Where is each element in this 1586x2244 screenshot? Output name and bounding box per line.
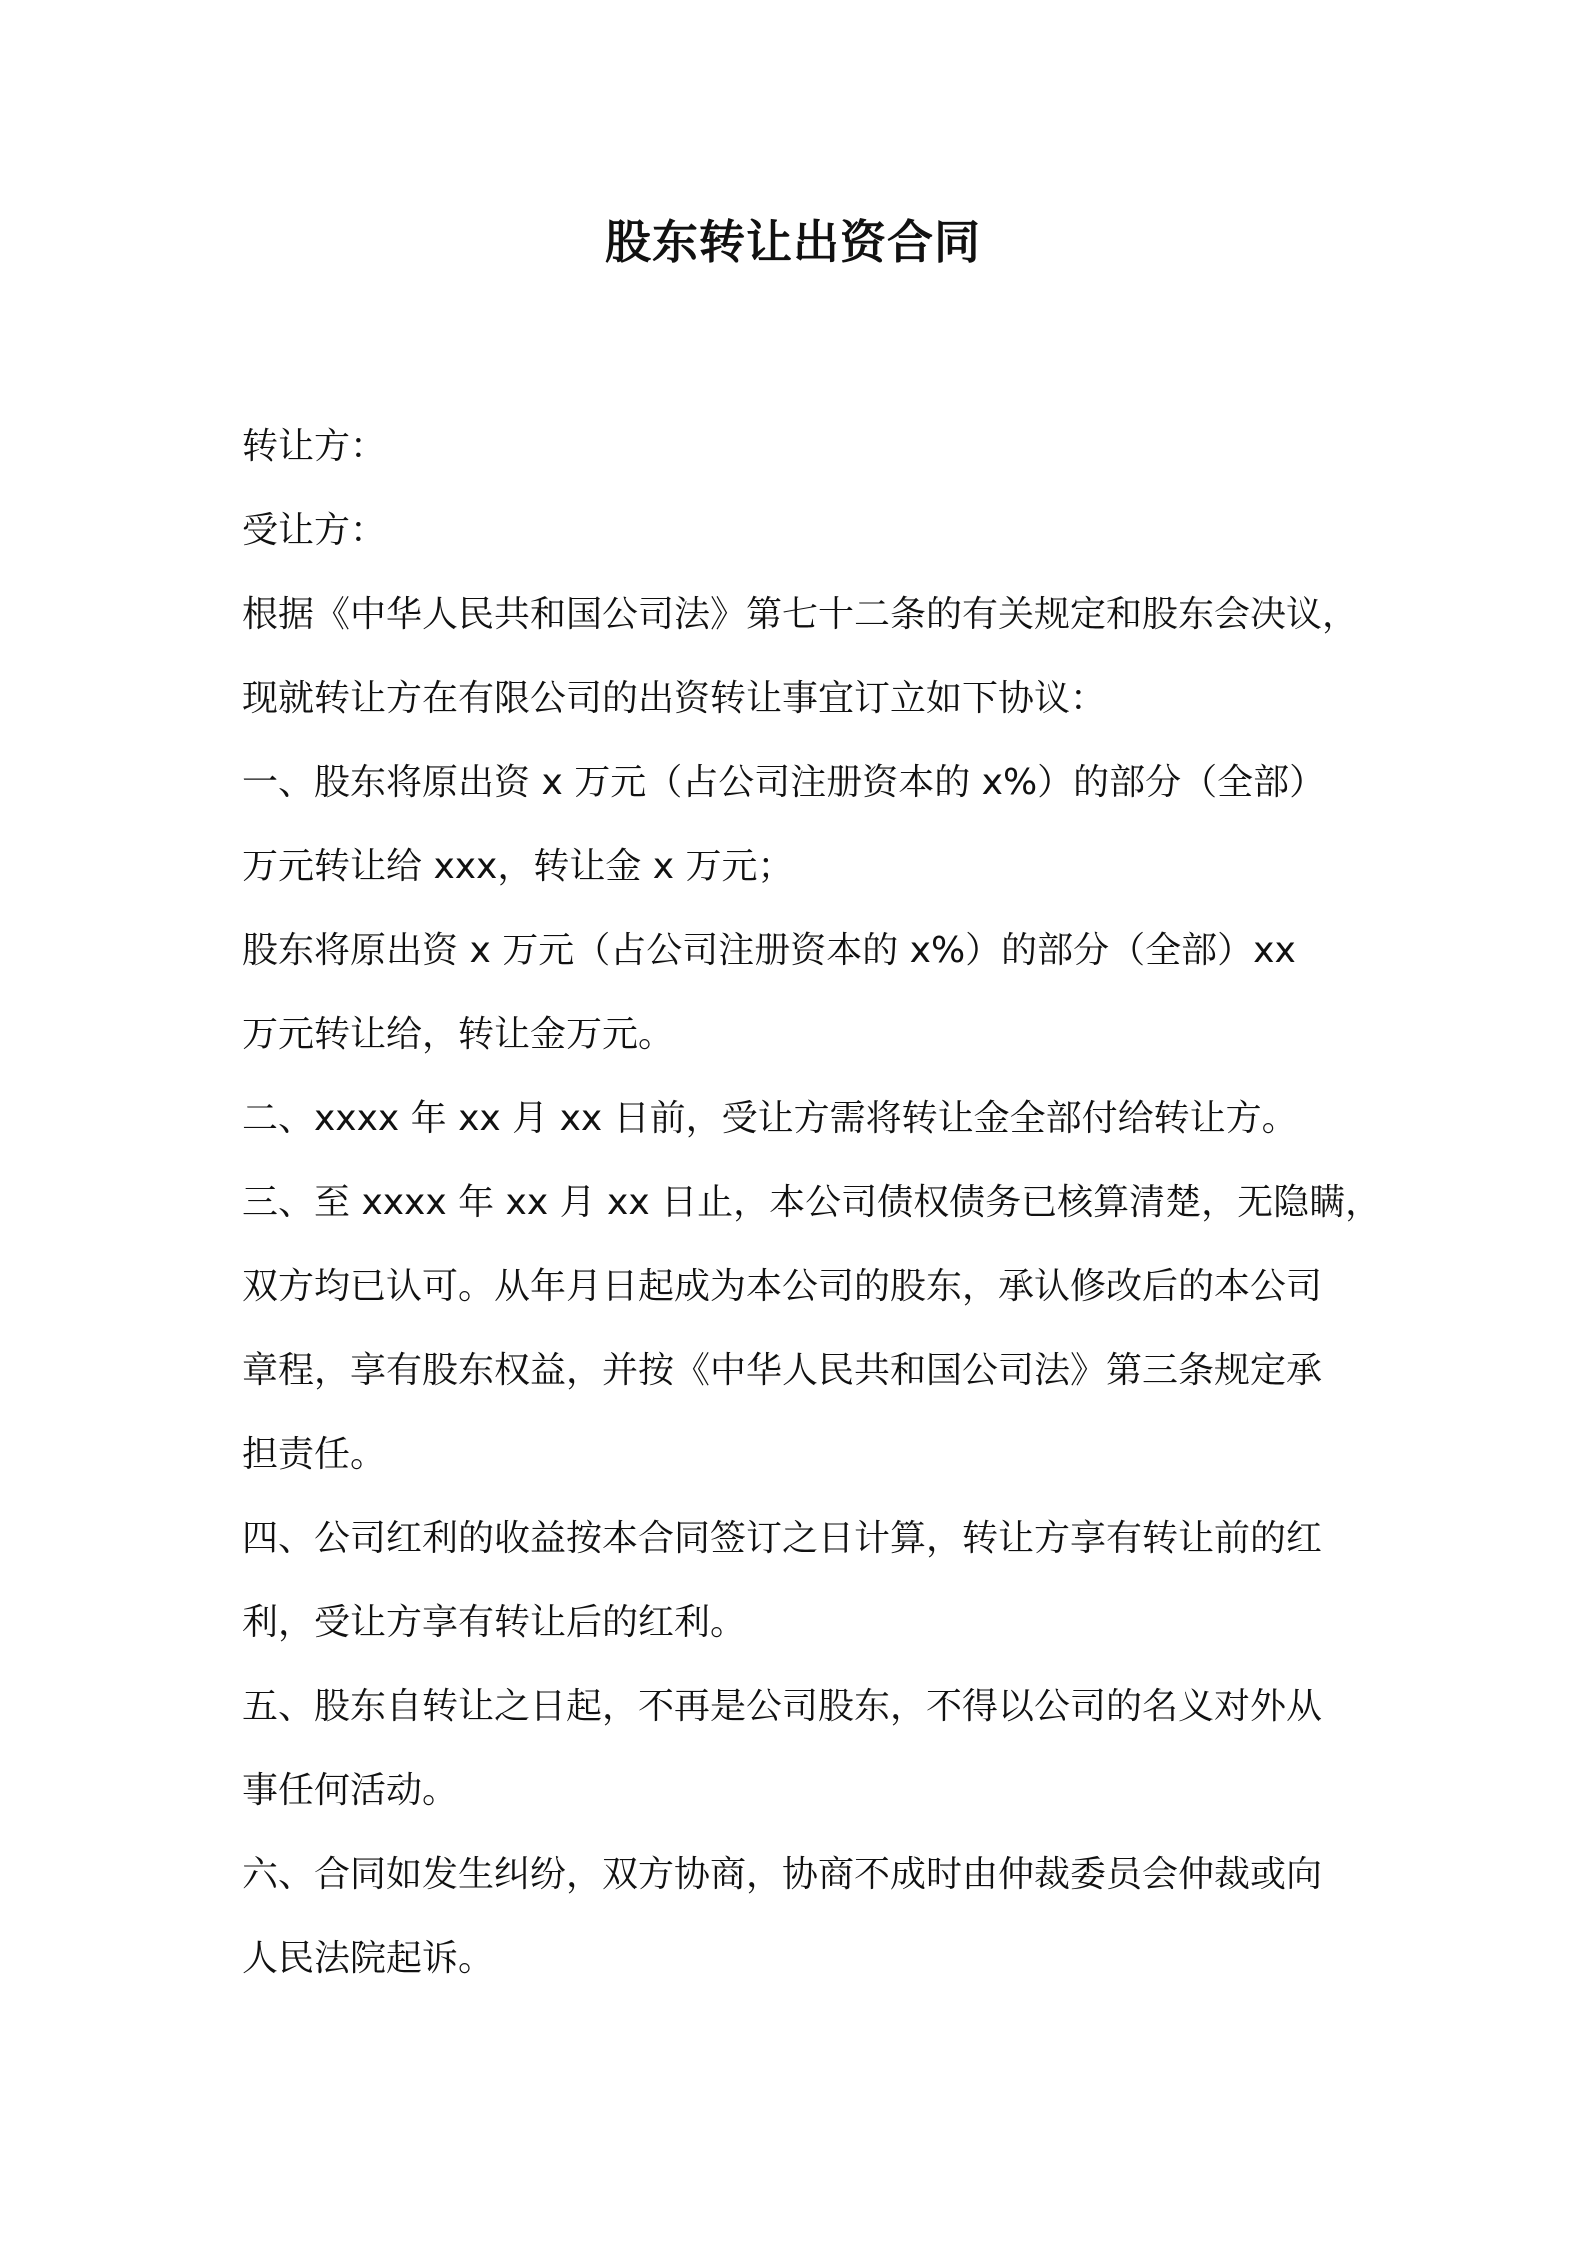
clause-3-line-2: 双方均已认可。从年月日起成为本公司的股东，承认修改后的本公司 (242, 1266, 1323, 1307)
clause-5-line-1: 五、股东自转让之日起，不再是公司股东，不得以公司的名义对外从 (242, 1686, 1323, 1727)
preamble-line-2: 现就转让方在有限公司的出资转让事宜订立如下协议： (242, 678, 1107, 719)
clause-1-line-2: 万元转让给 xxx，转让金 x 万元； (242, 846, 794, 887)
transferor-line: 转让方： (242, 426, 387, 467)
clause-3-line-3: 章程，享有股东权益，并按《中华人民共和国公司法》第三条规定承 (242, 1350, 1323, 1391)
clause-5-line-2: 事任何活动。 (242, 1770, 459, 1811)
clause-3-line-4: 担责任。 (242, 1434, 387, 1475)
document-body (242, 405, 1382, 2001)
clause-1-line-4: 万元转让给，转让金万元。 (242, 1014, 675, 1055)
preamble-line-1: 根据《中华人民共和国公司法》第七十二条的有关规定和股东会决议， (242, 594, 1359, 635)
document-title: 股东转让出资合同 (605, 215, 981, 269)
clause-2-line-1: 二、xxxx 年 xx 月 xx 日前，受让方需将转让金全部付给转让方。 (242, 1098, 1298, 1139)
clause-4-line-1: 四、公司红利的收益按本合同签订之日计算，转让方享有转让前的红 (242, 1518, 1323, 1559)
transferee-line: 受让方： (242, 510, 387, 551)
clause-1-line-3: 股东将原出资 x 万元（占公司注册资本的 x%）的部分（全部）xx (242, 930, 1296, 971)
clause-1-line-1: 一、股东将原出资 x 万元（占公司注册资本的 x%）的部分（全部） (242, 762, 1326, 803)
clause-3-line-1: 三、至 xxxx 年 xx 月 xx 日止，本公司债权债务已核算清楚，无隐瞒， (242, 1182, 1382, 1223)
clause-6-line-2: 人民法院起诉。 (242, 1938, 495, 1979)
clause-6-line-1: 六、合同如发生纠纷，双方协商，协商不成时由仲裁委员会仲裁或向 (242, 1854, 1323, 1895)
clause-4-line-2: 利，受让方享有转让后的红利。 (242, 1602, 747, 1643)
